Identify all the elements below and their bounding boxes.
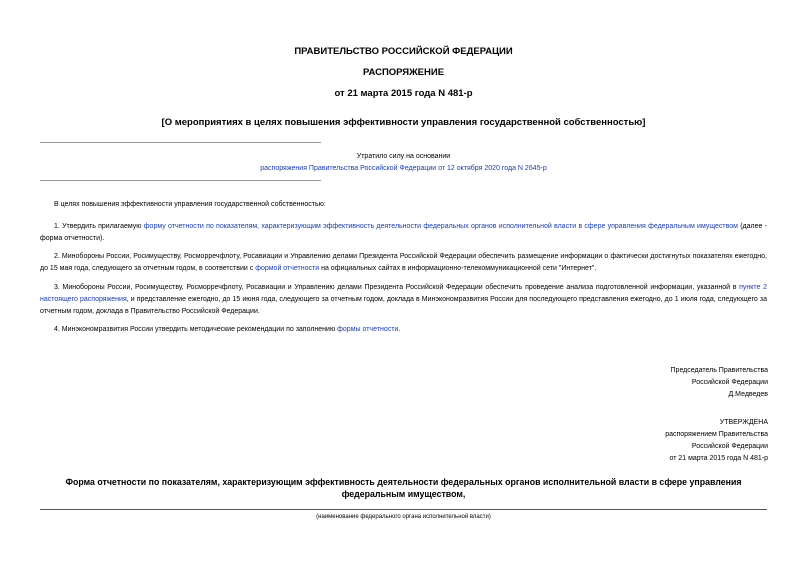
- intro-paragraph: [40, 199, 767, 211]
- clause-2-link[interactable]: пункте 2 настоящего распоряжения: [40, 284, 767, 303]
- form-reference-link[interactable]: форму отчетности по показателям, характеризующим эффективность деятельности федеральных органов исполнительной власти в сфере управления федеральным имуществом: [143, 223, 738, 230]
- p4-text: 4. Минэкономразвития России утвердить методические рекомендации по заполнению: [54, 326, 338, 333]
- document-date: от 21 марта 2015 года N 481-р: [334, 88, 473, 99]
- form-title-line-1: Форма отчетности по показателям, характеризующим эффективность деятельности федеральных органов исполнительной власти в сфере управления: [65, 477, 742, 487]
- paragraph-3: [40, 282, 767, 318]
- p3-text: 3. Минобороны России, Росимуществу, Росморречфлоту, Росавиации и Управлению делами Президента Российской Федерации обеспечить проведение анализа подготовленной информации, указанной в: [54, 284, 740, 291]
- p2-text: 2. Минобороны России, Росимуществу, Росморречфлоту, Росавиации и Управлению делами Президента Российской Федерации обеспечить размещение информации о фактически достигнутых показателях ежегодно, до 15 мая года, следующего за отчетным годом, в соответствии с: [40, 253, 767, 272]
- authority-name-line: [40, 509, 767, 510]
- signature-name: Д.Медведев: [728, 391, 768, 398]
- form-link[interactable]: формой отчетности: [255, 265, 320, 272]
- p1-suffix: (далее - форма отчетности).: [40, 223, 768, 242]
- approved-by: распоряжением Правительства: [665, 431, 768, 438]
- signature-country: Российской Федерации: [691, 379, 768, 386]
- repeal-document-link[interactable]: распоряжения Правительства Российской Федерации от 12 октября 2020 года N 2645-р: [260, 165, 547, 172]
- form-title-line-2: федеральным имуществом,: [341, 489, 466, 499]
- p2-suffix: на официальных сайтах в информационно-телекоммуникационной сети "Интернет".: [319, 265, 597, 272]
- approved-country: Российской Федерации: [691, 443, 768, 450]
- p4-suffix: .: [398, 326, 401, 333]
- approved-label: УТВЕРЖДЕНА: [719, 419, 768, 426]
- lost-force-note: Утратило силу на основании: [356, 153, 451, 160]
- paragraph-2: [40, 251, 767, 275]
- authority-name-caption: (наименование федерального органа исполнительной власти): [316, 514, 491, 520]
- document-title: [О мероприятиях в целях повышения эффективности управления государственной собственностью]: [161, 117, 646, 128]
- government-title: ПРАВИТЕЛЬСТВО РОССИЙСКОЙ ФЕДЕРАЦИИ: [294, 46, 513, 57]
- approval-block: [665, 417, 768, 465]
- divider-bottom: [40, 180, 321, 181]
- approved-date: от 21 марта 2015 года N 481-р: [669, 455, 768, 462]
- p3-suffix: , и представление ежегодно, до 15 июня года, следующего за отчетным годом, доклада в Минэкономразвития России для последующего представления ежегодно, до 1 июля года, следующего за отчетным годом, доклада в Правительство Российской Федерации.: [40, 296, 767, 315]
- divider-top: [40, 142, 321, 143]
- document-type: РАСПОРЯЖЕНИЕ: [362, 67, 445, 78]
- signature-block: [671, 365, 768, 401]
- reporting-form-link[interactable]: формы отчетности: [337, 326, 399, 333]
- p1-text: 1. Утвердить прилагаемую: [54, 223, 144, 230]
- intro-text: В целях повышения эффективности управления государственной собственностью:: [54, 201, 326, 208]
- signature-position: Председатель Правительства: [670, 367, 768, 374]
- paragraph-1: [40, 221, 767, 245]
- paragraph-4: [40, 324, 767, 336]
